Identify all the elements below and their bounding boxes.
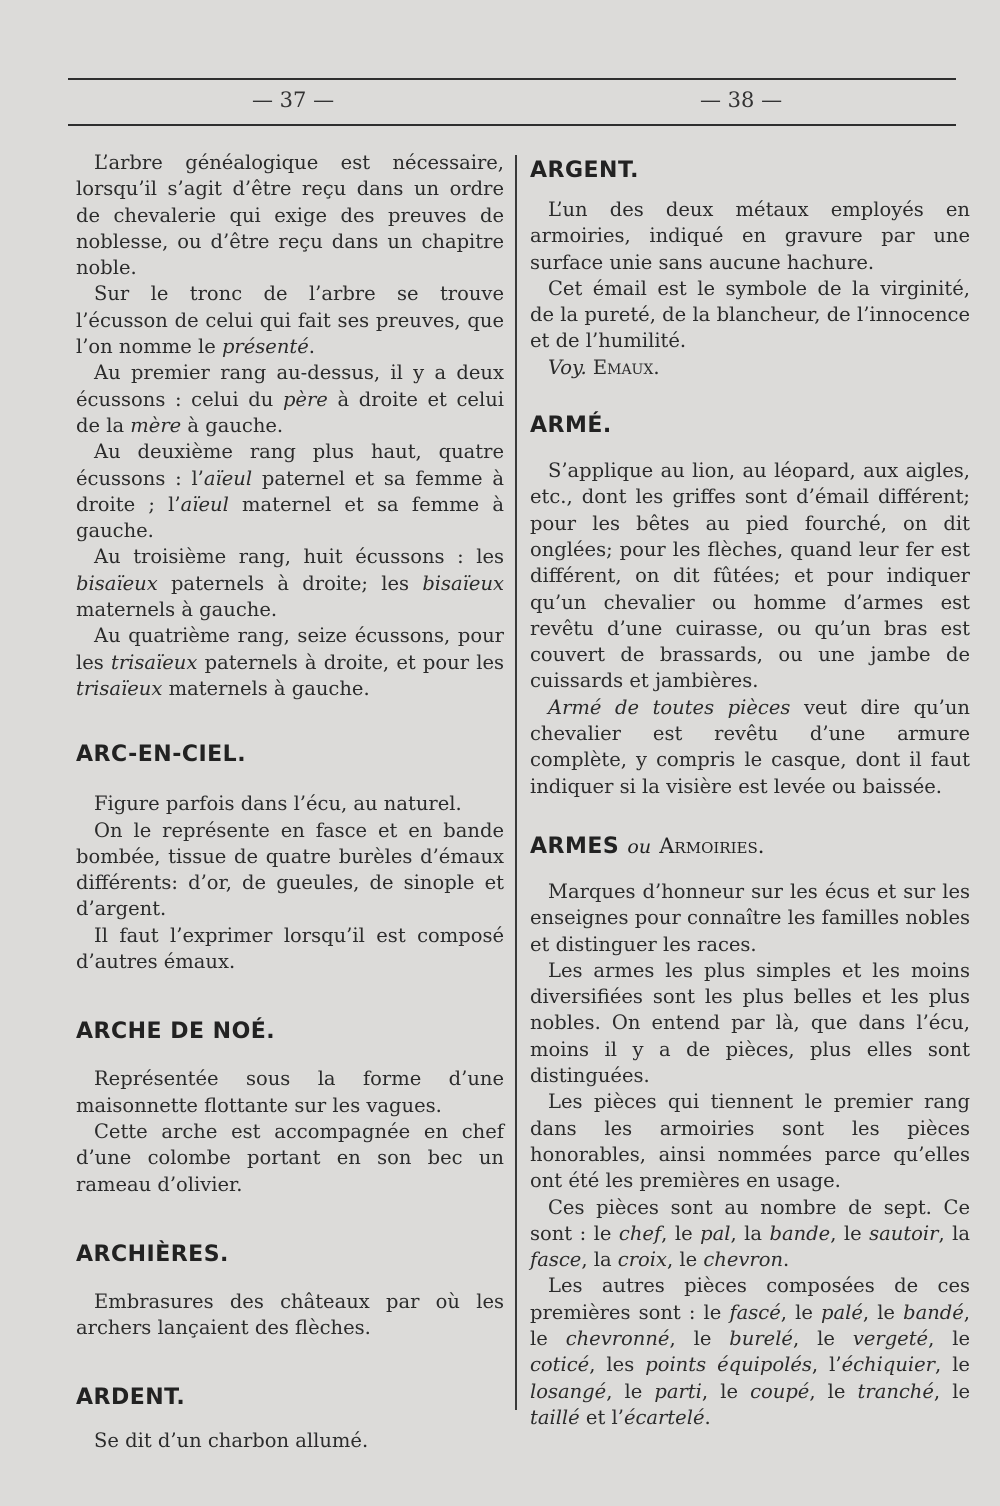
- paragraph: Cet émail est le symbole de la virginité, de la pureté, de la blancheur, de l’innocence et de l’humilité.: [530, 276, 970, 353]
- paragraph: Les armes les plus simples et les moins diversifiées sont les plus belles et les plus nobles. On entend par là, que dans l’écu, moins il y a de pièces, plus elles sont distinguées.: [530, 958, 970, 1088]
- entry-heading-armes: ARMES ou Armoiries.: [530, 833, 765, 859]
- paragraph: Représentée sous la forme d’une maisonnette flottante sur les vagues.: [76, 1067, 504, 1117]
- paragraph: Au quatrième rang, seize écussons, pour les trisaïeux paternels à droite, et pour les trisaïeux maternels à gauche.: [76, 624, 504, 700]
- top-rule: [68, 78, 956, 80]
- paragraph: L’arbre généalogique est nécessaire, lorsqu’il s’agit d’être reçu dans un ordre de chevalerie qui exige des preuves de noblesse, ou d’être reçu dans un chapitre noble.: [76, 151, 504, 280]
- paragraph: Les autres pièces composées de ces premières sont : le fascé, le palé, le bandé, le chevronné, le burelé, le vergeté, le coticé, les points équipolés, l’échiquier, le losangé, le parti, le coupé, le tranché, le taillé et l’écartelé.: [530, 1274, 970, 1429]
- paragraph: Marques d’honneur sur les écus et sur les enseignes pour connaître les familles nobles et distinguer les races.: [530, 879, 970, 956]
- paragraph: On le représente en fasce et en bande bombée, tissue de quatre burèles d’émaux différents: d’or, de gueules, de sinople et d’argent.: [76, 818, 504, 921]
- entry-heading-ardent: ARDENT.: [76, 1385, 186, 1411]
- right-column: [530, 150, 970, 1431]
- paragraph: Au troisième rang, huit écussons : les bisaïeux paternels à droite; les bisaïeux maternels à gauche.: [76, 545, 504, 622]
- entry-heading-argent: ARGENT.: [530, 158, 639, 183]
- entry-heading-arme: ARMÉ.: [530, 413, 612, 439]
- paragraph: Voy. Emaux.: [548, 355, 660, 379]
- column-divider: [515, 155, 517, 1410]
- page-number-left: — 37 —: [252, 88, 335, 112]
- paragraph: Sur le tronc de l’arbre se trouve l’écusson de celui qui fait ses preuves, que l’on nomme le présenté.: [76, 282, 504, 359]
- page-number-right: — 38 —: [700, 88, 783, 112]
- paragraph: Au premier rang au-dessus, il y a deux écussons : celui du père à droite et celui de la mère à gauche.: [76, 361, 504, 437]
- paragraph: Ces pièces sont au nombre de sept. Ce sont : le chef, le pal, la bande, le sautoir, la fasce, la croix, le chevron.: [530, 1195, 970, 1272]
- entry-heading-arc-en-ciel: ARC-EN-CIEL.: [76, 742, 247, 768]
- entry-heading-arche-de-noe: ARCHE DE NOÉ.: [76, 1019, 276, 1045]
- paragraph: Il faut l’exprimer lorsqu’il est composé d’autres émaux.: [76, 923, 504, 974]
- paragraph: Cette arche est accompagnée en chef d’une colombe portant en son bec un rameau d’olivier.: [76, 1119, 504, 1196]
- paragraph: Armé de toutes pièces veut dire qu’un chevalier est revêtu d’une armure complète, y compris le casque, dont il faut indiquer si la visière est levée ou baissée.: [530, 695, 970, 798]
- entry-heading-archieres: ARCHIÈRES.: [76, 1241, 229, 1267]
- left-column: [76, 150, 504, 1455]
- paragraph: L’un des deux métaux employés en armoiries, indiqué en gravure par une surface unie sans aucune hachure.: [530, 198, 970, 274]
- header-rule: [68, 124, 956, 126]
- paragraph: Figure parfois dans l’écu, au naturel.: [94, 792, 462, 816]
- paragraph: S’applique au lion, au léopard, aux aigles, etc., dont les griffes sont d’émail différent; pour les bêtes au pied fourché, on dit onglées; pour les flèches, quand leur fer est différent, on dit fûtées; et pour indiquer qu’un chevalier ou homme d’armes est revêtu d’une cuirasse, ou qu’un bras est couvert de brassards, ou une jambe de cuissards et jambières.: [530, 459, 970, 693]
- paragraph: Au deuxième rang plus haut, quatre écussons : l’aïeul paternel et sa femme à droite ; l’aïeul maternel et sa femme à gauche.: [76, 440, 504, 543]
- paragraph: Se dit d’un charbon allumé.: [94, 1429, 369, 1453]
- paragraph: Embrasures des châteaux par où les archers lançaient des flèches.: [76, 1289, 504, 1340]
- paragraph: Les pièces qui tiennent le premier rang dans les armoiries sont les pièces honorables, ainsi nommées parce qu’elles ont été les premières en usage.: [530, 1090, 970, 1193]
